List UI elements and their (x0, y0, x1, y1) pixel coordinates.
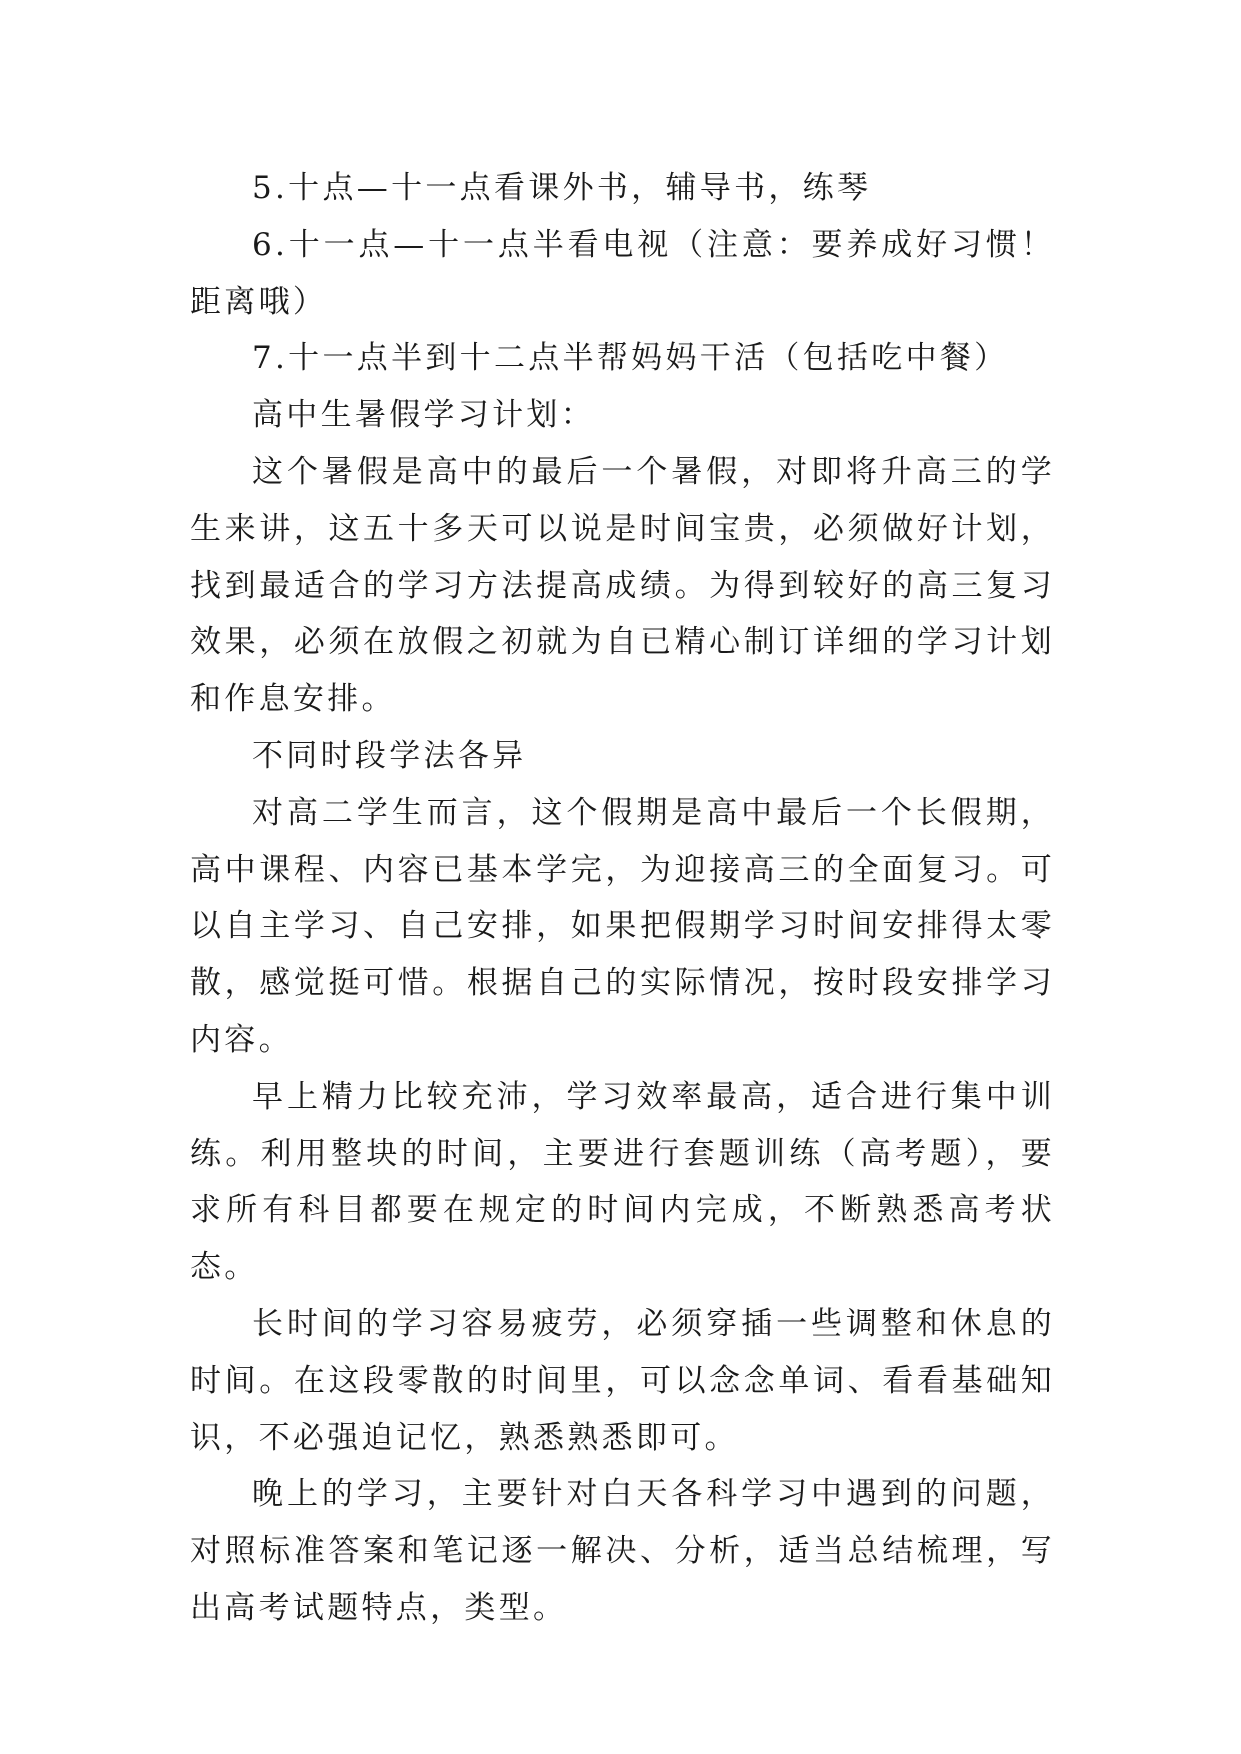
section-heading-plan: 高中生暑假学习计划： (252, 397, 595, 434)
section-heading-time-periods: 不同时段学法各异 (252, 737, 527, 774)
paragraph-breaks: 长时间的学习容易疲劳，必须穿插一些调整和休息的时间。在这段零散的时间里，可以念念单词、看看基础知识，不必强迫记忆，熟悉熟悉即可。 (190, 1305, 1055, 1456)
paragraph-morning: 早上精力比较充沛，学习效率最高，适合进行集中训练。利用整块的时间，主要进行套题训练（高考题），要求所有科目都要在规定的时间内完成，不断熟悉高考状态。 (190, 1078, 1055, 1286)
document-body (190, 160, 1055, 1637)
paragraph-schedule-7: 7.十一点半到十二点半帮妈妈干活（包括吃中餐） (252, 340, 1009, 377)
paragraph-schedule-5: 5.十点—十一点看课外书，辅导书，练琴 (252, 170, 872, 206)
paragraph-schedule-6: 6.十一点—十一点半看电视（注意：要养成好习惯！距离哦） (190, 226, 1055, 320)
paragraph-grade-two: 对高二学生而言，这个假期是高中最后一个长假期，高中课程、内容已基本学完，为迎接高三的全面复习。可以自主学习、自己安排，如果把假期学习时间安排得太零散，感觉挺可惜。根据自己的实际情况，按时段安排学习内容。 (190, 794, 1055, 1058)
paragraph-intro: 这个暑假是高中的最后一个暑假，对即将升高三的学生来讲，这五十多天可以说是时间宝贵，必须做好计划，找到最适合的学习方法提高成绩。为得到较好的高三复习效果，必须在放假之初就为自已精心制订详细的学习计划和作息安排。 (190, 453, 1055, 718)
paragraph-evening: 晚上的学习，主要针对白天各科学习中遇到的问题，对照标准答案和笔记逐一解决、分析，适当总结梳理，写出高考试题特点，类型。 (190, 1476, 1055, 1626)
